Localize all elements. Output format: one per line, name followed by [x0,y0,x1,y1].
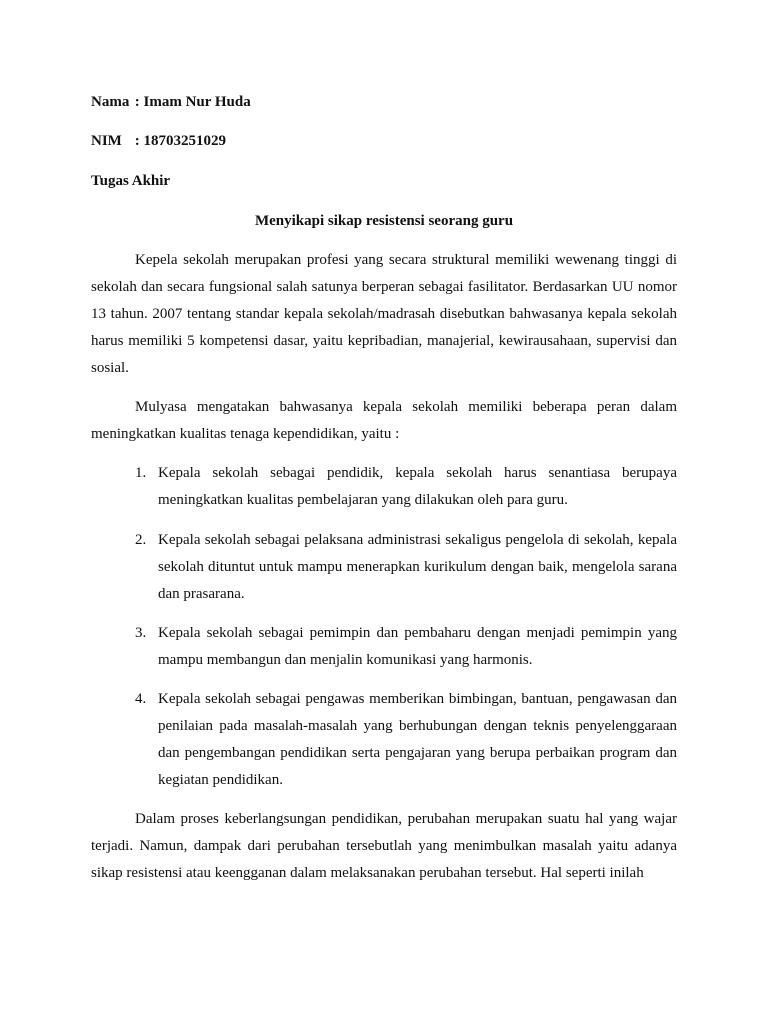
assignment-label: Tugas Akhir [91,173,171,189]
list-item [135,460,677,514]
list-text: Kepala sekolah sebagai pelaksana administrasi sekaligus pengelola di sekolah, kepala sekolah dituntut untuk mampu menerapkan kurikulum dengan baik, mengelola sarana dan prasarana. [158,532,677,602]
list-item [135,620,677,674]
list-number: 2. [135,532,147,548]
list-item [135,686,677,794]
paragraph-mulyasa: Mulyasa mengatakan bahwasanya kepala sekolah memiliki beberapa peran dalam meningkatkan kualitas tenaga kependidikan, yaitu : [91,399,677,442]
list-number: 4. [135,691,147,707]
paragraph-intro: Kepela sekolah merupakan profesi yang secara struktural memiliki wewenang tinggi di sekolah dan secara fungsional salah satunya berperan sebagai fasilitator. Berdasarkan UU nomor 13 tahun. 2007 tentang standar kepala sekolah/madrasah disebutkan bahwasanya kepala sekolah harus memiliki 5 kompetensi dasar, yaitu kepribadian, manajerial, kewirausahaan, supervisi dan sosial. [91,252,677,376]
document-title: Menyikapi sikap resistensi seorang guru [254,213,514,229]
list-number: 3. [135,625,147,641]
paragraph-resistance: Dalam proses keberlangsungan pendidikan, perubahan merupakan suatu hal yang wajar terjadi. Namun, dampak dari perubahan tersebutlah yang menimbulkan masalah yaitu adanya sikap resistensi atau keengganan dalam melaksanakan perubahan tersebut. Hal seperti inilah [91,811,677,881]
name-label: Nama [91,94,130,110]
nim-value: : 18703251029 [134,133,226,149]
nim-label: NIM [91,133,122,149]
nim-line [91,131,226,151]
list-item [135,527,677,608]
name-value: : Imam Nur Huda [134,94,251,110]
name-line [91,92,251,112]
list-text: Kepala sekolah sebagai pendidik, kepala sekolah harus senantiasa berupaya meningkatkan kualitas pembelajaran yang dilakukan oleh para guru. [158,465,677,508]
list-number: 1. [135,465,147,481]
list-text: Kepala sekolah sebagai pengawas memberikan bimbingan, bantuan, pengawasan dan penilaian pada masalah-masalah yang berhubungan dengan teknis penyelenggaraan dan pengembangan pendidikan serta pengajaran yang berupa perbaikan program dan kegiatan pendidikan. [158,691,677,788]
list-text: Kepala sekolah sebagai pemimpin dan pembaharu dengan menjadi pemimpin yang mampu membangun dan menjalin komunikasi yang harmonis. [158,625,677,668]
